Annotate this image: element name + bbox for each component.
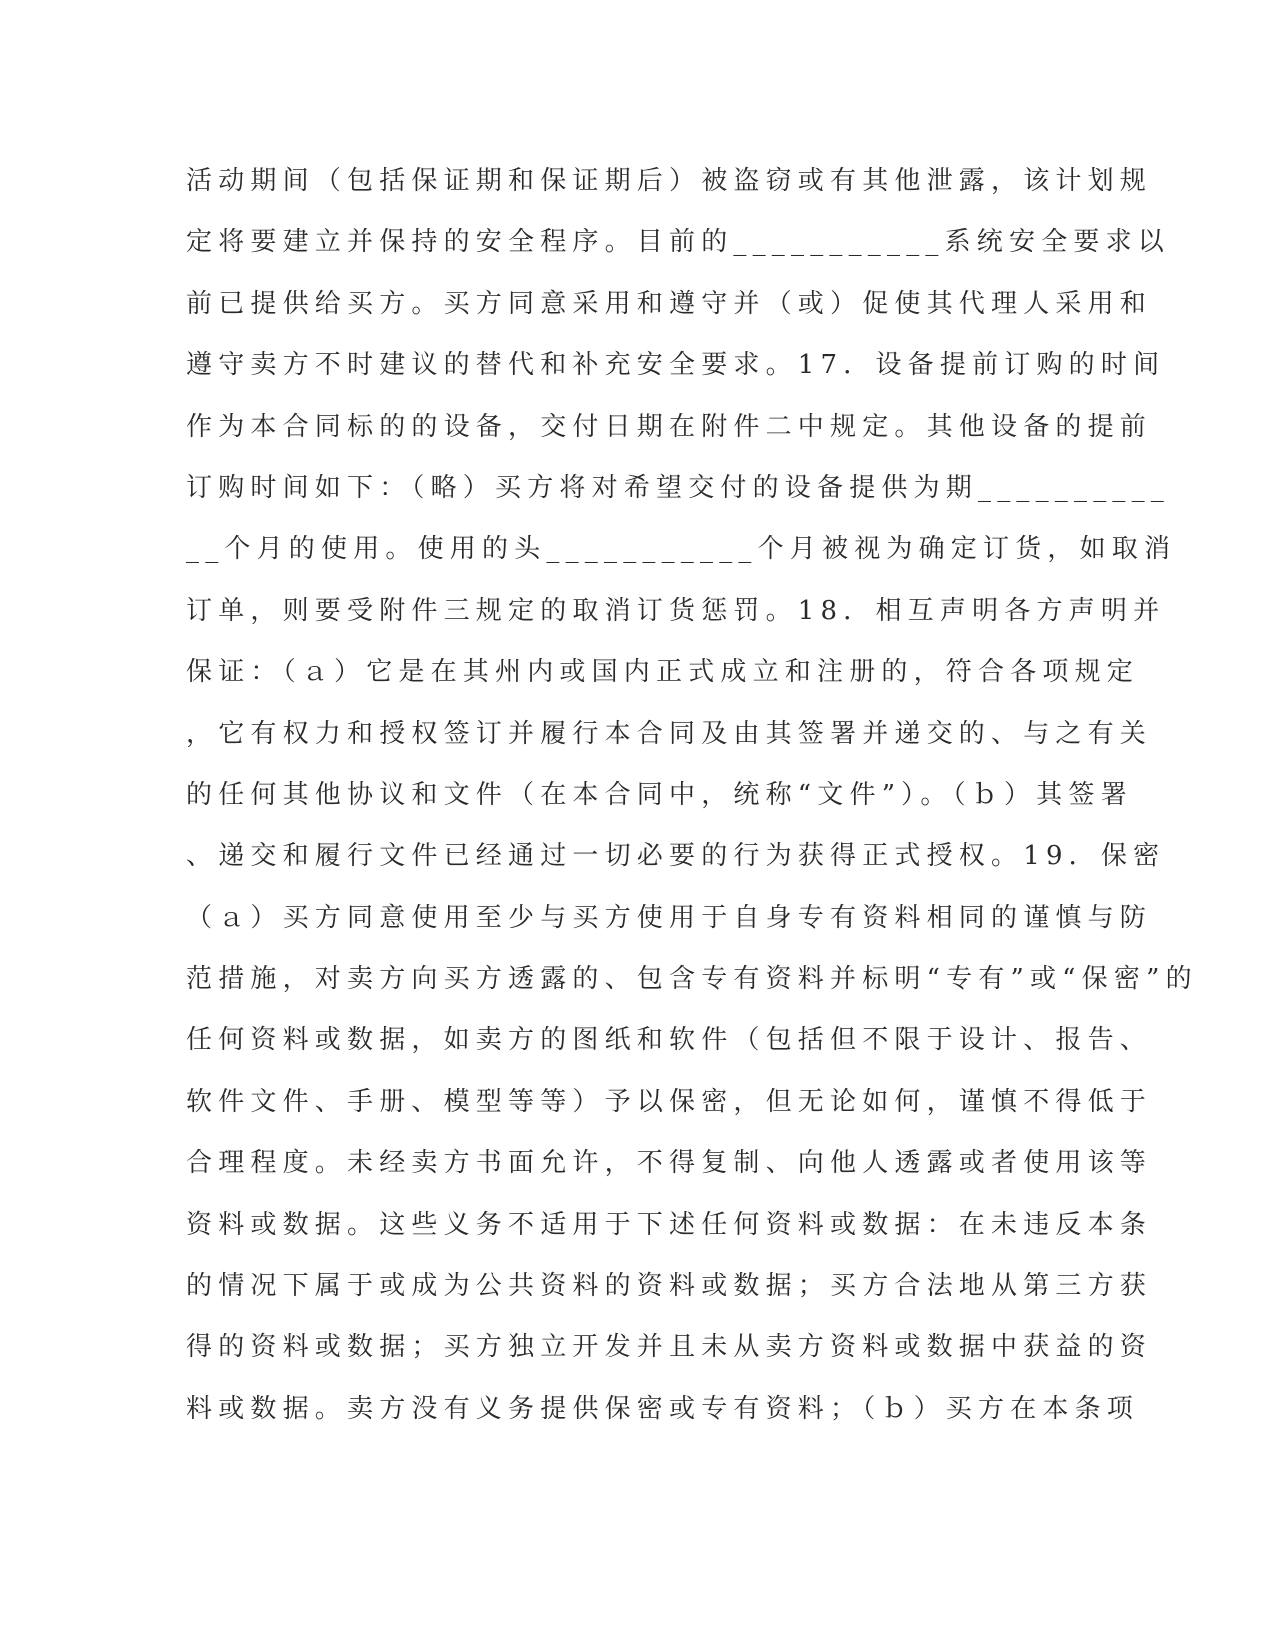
text-line: 订单，则要受附件三规定的取消订货惩罚。18．相互声明各方声明并	[186, 595, 1166, 626]
text-line: 作为本合同标的的设备，交付日期在附件二中规定。其他设备的提前	[186, 411, 1153, 442]
text-line: 资料或数据。这些义务不适用于下述任何资料或数据：在未违反本条	[186, 1209, 1153, 1240]
text-line: 遵守卖方不时建议的替代和补充安全要求。17．设备提前订购的时间	[186, 350, 1166, 381]
text-line: 前已提供给买方。买方同意采用和遵守并（或）促使其代理人采用和	[186, 288, 1153, 319]
text-line: 得的资料或数据；买方独立开发并且未从卖方资料或数据中获益的资	[186, 1332, 1153, 1363]
text-line: 、递交和履行文件已经通过一切必要的行为获得正式授权。19．保密	[186, 841, 1166, 872]
text-line: 保证：（ａ）它是在其州内或国内正式成立和注册的，符合各项规定	[186, 657, 1140, 688]
text-line: ，它有权力和授权签订并履行本合同及由其签署并递交的、与之有关	[186, 718, 1153, 749]
text-line: 订购时间如下：（略）买方将对希望交付的设备提供为期__________	[186, 472, 1171, 503]
text-line: 活动期间（包括保证期和保证期后）被盗窃或有其他泄露，该计划规	[186, 166, 1153, 196]
document-body	[186, 162, 1198, 1451]
text-line: __个月的使用。使用的头___________个月被视为确定订货，如取消	[186, 534, 1177, 565]
text-line: 料或数据。卖方没有义务提供保密或专有资料；（ｂ）买方在本条项	[186, 1393, 1140, 1424]
text-line: 定将要建立并保持的安全程序。目前的___________系统安全要求以	[186, 227, 1171, 258]
text-line: 任何资料或数据，如卖方的图纸和软件（包括但不限于设计、报告、	[186, 1025, 1153, 1056]
text-line: 的情况下属于或成为公共资料的资料或数据；买方合法地从第三方获	[186, 1271, 1153, 1302]
text-line: 合理程度。未经卖方书面允许，不得复制、向他人透露或者使用该等	[186, 1148, 1153, 1179]
text-line: 的任何其他协议和文件（在本合同中，统称“文件”）。（ｂ）其签署	[186, 779, 1133, 810]
text-line: 软件文件、手册、模型等等）予以保密，但无论如何，谨慎不得低于	[186, 1086, 1153, 1117]
text-line: 范措施，对卖方向买方透露的、包含专有资料并标明“专有”或“保密”的	[186, 964, 1198, 995]
text-line: （ａ）买方同意使用至少与买方使用于自身专有资料相同的谨慎与防	[186, 902, 1153, 933]
